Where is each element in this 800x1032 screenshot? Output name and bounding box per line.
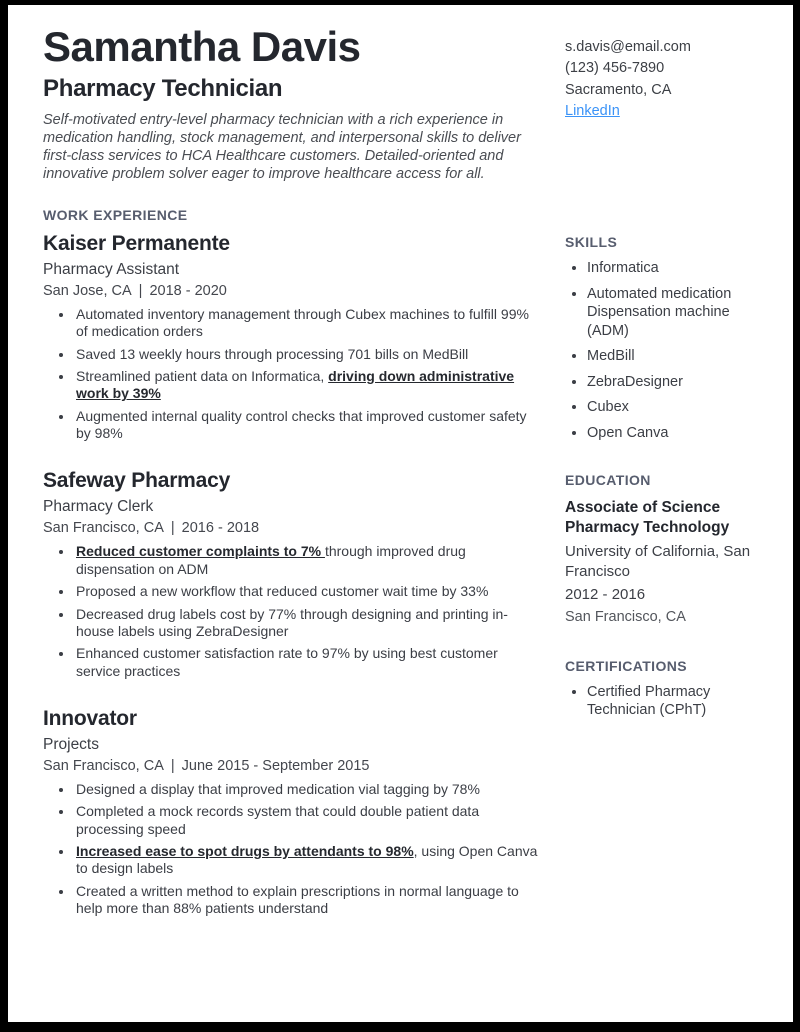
job-location: San Francisco, CA: [43, 758, 164, 774]
resume-page: [8, 5, 793, 1022]
skills-list: [565, 259, 763, 442]
job-dates: 2018 - 2020: [149, 282, 227, 299]
bullet-item: • Streamlined patient data on Informatica, driving down administrative work by 39%: [74, 368, 541, 403]
job-meta: [43, 283, 541, 299]
bullet-item: • Open Canva: [587, 424, 763, 443]
separator: |: [138, 282, 143, 299]
candidate-title: Pharmacy Technician: [43, 75, 283, 103]
page-columns: [43, 25, 763, 923]
location-text: Sacramento, CA: [565, 81, 672, 98]
role-title: Pharmacy Clerk: [43, 498, 154, 516]
summary-text: Self-motivated entry-level pharmacy technician with a rich experience in medication handling, stock management, and interpersonal skills to deliver first-class services to HCA Healthcare customers. Detailed-oriented and innovative problem solver eager to improve healthcare access for all.: [43, 112, 521, 182]
job-dates: June 2015 - September 2015: [181, 758, 370, 774]
bullet-item: • Decreased drug labels cost by 77% through designing and printing in-house labels using ZebraDesigner: [74, 606, 541, 641]
education-location: San Francisco, CA: [565, 608, 686, 625]
bullet-item: • Designed a display that improved medication vial tagging by 78%: [74, 781, 541, 798]
bullet-item: • Increased ease to spot drugs by attendants to 98%, using Open Canva to design labels: [74, 843, 541, 878]
job-location: San Jose, CA: [43, 282, 132, 299]
skills-heading: SKILLS: [565, 234, 618, 251]
bullet-item: • Created a written method to explain prescriptions in normal language to help more than 88% patients understand: [74, 883, 541, 918]
linkedin-link[interactable]: LinkedIn: [565, 102, 620, 119]
bullet-item: • Certified Pharmacy Technician (CPhT): [587, 683, 763, 720]
bullet-item: • Cubex: [587, 398, 763, 417]
bullet-item: • ZebraDesigner: [587, 373, 763, 392]
job-entry-kaiser: [43, 232, 541, 443]
separator: |: [170, 520, 175, 537]
job-dates: 2016 - 2018: [181, 520, 260, 537]
job-meta: [43, 758, 541, 774]
company-name: Kaiser Permanente: [43, 231, 230, 255]
job-bullet-list: [43, 543, 541, 680]
bullet-item: • Automated medication Dispensation machine (ADM): [587, 285, 763, 341]
bullet-item: • Automated inventory management through Cubex machines to fulfill 99% of medication orders: [74, 306, 541, 341]
job-entry-innovator: [43, 707, 541, 918]
company-name: Safeway Pharmacy: [43, 469, 231, 493]
education-entry: [565, 498, 763, 627]
certifications-heading: CERTIFICATIONS: [565, 657, 688, 674]
role-title: Projects: [43, 736, 99, 753]
bullet-item: • Saved 13 weekly hours through processing 701 bills on MedBill: [74, 346, 541, 363]
bullet-item: • Completed a mock records system that could double patient data processing speed: [74, 803, 541, 838]
email-text: s.davis@email.com: [565, 39, 691, 55]
degree-name: Associate of Science Pharmacy Technology: [565, 498, 730, 537]
bullet-item: • Reduced customer complaints to 7% through improved drug dispensation on ADM: [74, 543, 541, 578]
bullet-item: • Enhanced customer satisfaction rate to 97% by using best customer service practices: [74, 645, 541, 680]
school-name: University of California, San Francisco: [565, 542, 751, 580]
role-title: Pharmacy Assistant: [43, 260, 180, 278]
job-entry-safeway: [43, 469, 541, 680]
job-meta: [43, 520, 541, 536]
bullet-item: • Informatica: [587, 259, 763, 278]
work-experience-heading: WORK EXPERIENCE: [43, 206, 188, 223]
company-name: Innovator: [43, 707, 137, 730]
bullet-item: • MedBill: [587, 347, 763, 366]
sidebar-column: [565, 25, 763, 923]
education-dates: 2012 - 2016: [565, 585, 646, 603]
bullet-item: • Augmented internal quality control checks that improved customer safety by 98%: [74, 408, 541, 443]
certifications-list: [565, 683, 763, 720]
job-bullet-list: [43, 781, 541, 918]
job-location: San Francisco, CA: [43, 520, 164, 537]
phone-text: (123) 456-7890: [565, 60, 665, 77]
bullet-item: • Proposed a new workflow that reduced customer wait time by 33%: [74, 583, 541, 600]
separator: |: [170, 758, 175, 774]
candidate-name: Samantha Davis: [43, 23, 361, 70]
job-bullet-list: [43, 306, 541, 443]
main-column: [43, 25, 541, 923]
education-heading: EDUCATION: [565, 471, 651, 488]
contact-block: [565, 25, 763, 121]
